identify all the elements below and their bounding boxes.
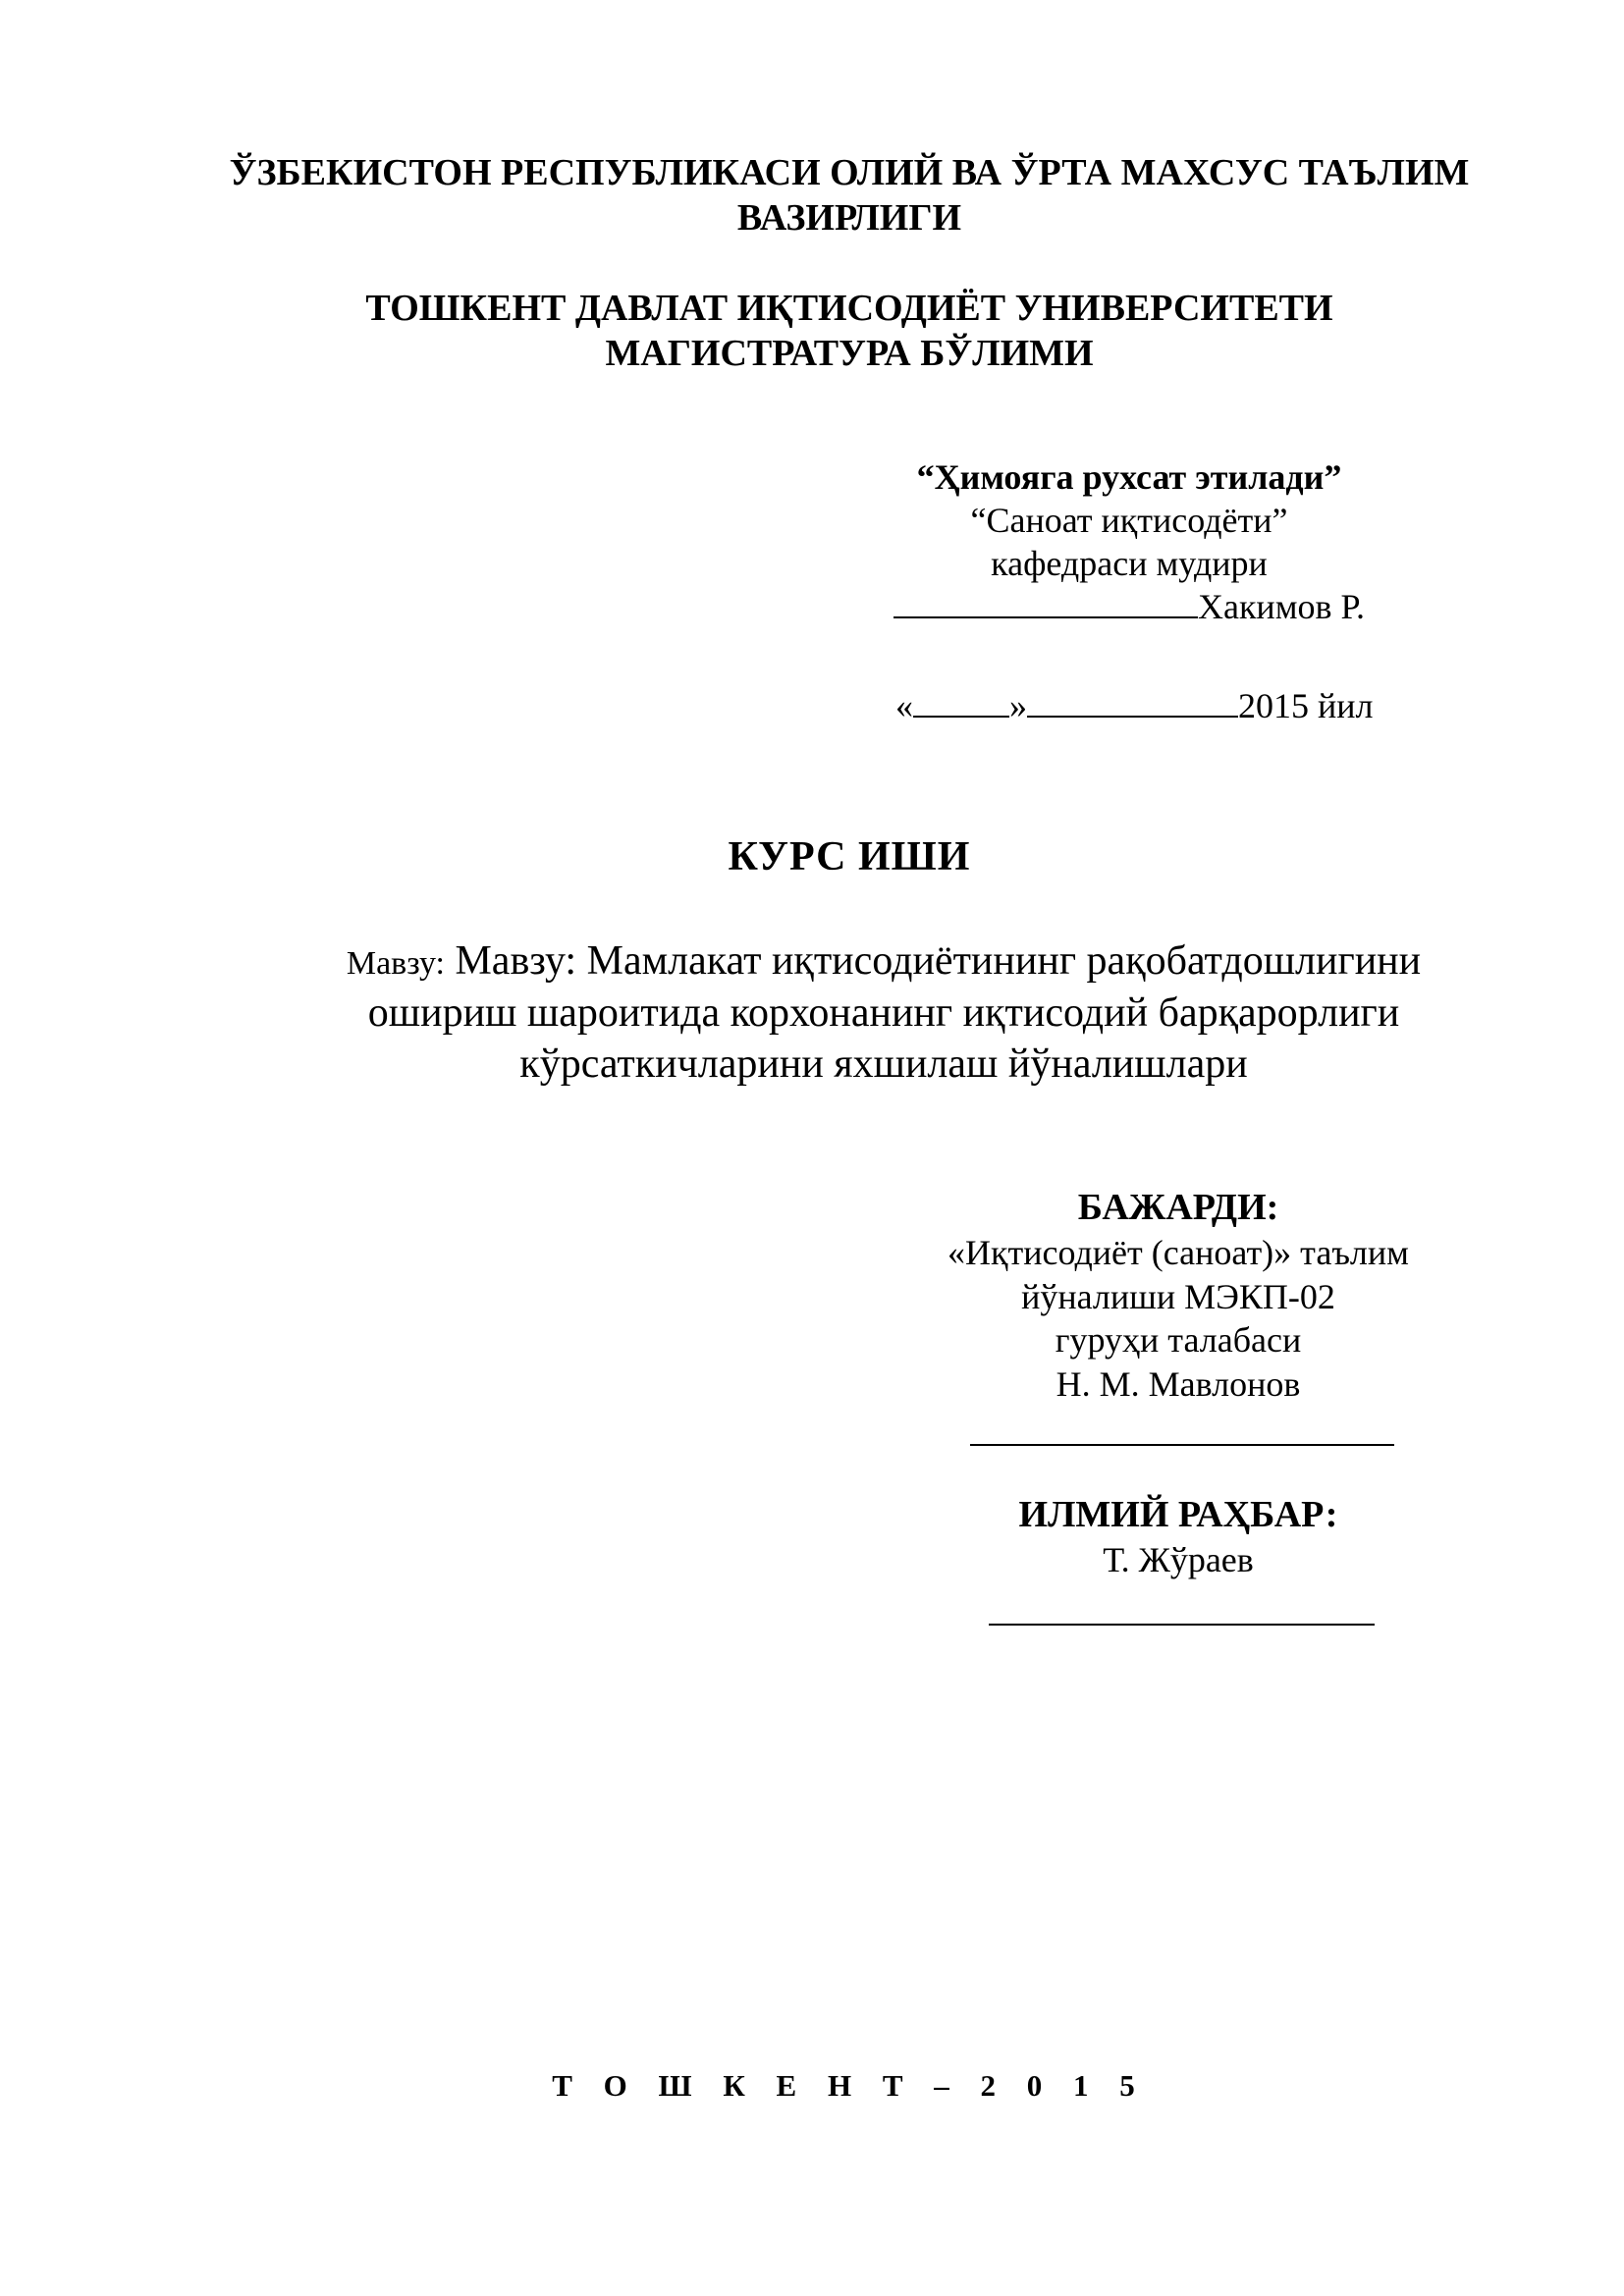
performer-heading: БАЖАРДИ: xyxy=(1077,1187,1279,1228)
topic-block xyxy=(285,935,1483,1091)
signature-blank xyxy=(893,589,1198,618)
ministry-line-2: ВАЗИРЛИГИ xyxy=(736,197,962,240)
supervisor-name: Т. Жўраев xyxy=(1103,1540,1254,1580)
approval-date xyxy=(895,685,1406,726)
date-open-quote: « xyxy=(895,686,913,725)
topic-prefix: Мавзу: xyxy=(346,945,445,982)
head-name: Хакимов Р. xyxy=(1197,586,1366,626)
topic-line-1 xyxy=(285,935,1483,988)
approval-department: “Саноат иқтисодёти” xyxy=(970,500,1288,540)
university-line-1: ТОШКЕНТ ДАВЛАТ ИҚТИСОДИЁТ УНИВЕРСИТЕТИ xyxy=(365,288,1333,329)
supervisor-signature-line xyxy=(989,1624,1375,1626)
performer-signature-line xyxy=(970,1444,1394,1446)
ministry-line-1: ЎЗБЕКИСТОН РЕСПУБЛИКАСИ ОЛИЙ ВА ЎРТА МАХСУС ТАЪЛИМ xyxy=(229,152,1470,193)
university-line-2: МАГИСТРАТУРА БЎЛИМИ xyxy=(605,333,1094,375)
approval-position: кафедраси мудири xyxy=(991,543,1268,583)
date-close-quote: » xyxy=(1009,686,1027,725)
date-year: 2015 йил xyxy=(1238,686,1374,725)
university-header xyxy=(177,286,1522,377)
supervisor-heading: ИЛМИЙ РАҲБАР: xyxy=(1018,1494,1338,1535)
performer-line-1: «Иқтисодиёт (саноат)» таълим xyxy=(947,1233,1409,1273)
month-blank xyxy=(1027,688,1238,718)
topic-line-3: кўрсаткичларини яхшилаш йўналишлари xyxy=(519,1041,1248,1087)
topic-line-1-text: Мавзу: Мамлакат иқтисодиётининг рақобатдошлигини xyxy=(455,938,1422,984)
performer-line-3: гуруҳи талабаси xyxy=(1055,1320,1302,1361)
approval-heading: “Ҳимояга рухсат этилади” xyxy=(916,457,1342,497)
performer-name: Н. М. Мавлонов xyxy=(1056,1363,1301,1404)
performer-line-2: йўналиши МЭКП-02 xyxy=(1021,1276,1335,1316)
topic-line-2: ошириш шароитида корхонанинг иқтисодий барқарорлиги xyxy=(367,989,1400,1036)
supervisor-block xyxy=(884,1492,1473,1582)
day-blank xyxy=(913,688,1009,718)
course-work-title: КУРС ИШИ xyxy=(728,834,971,880)
approval-signature-line xyxy=(864,586,1394,629)
performer-block xyxy=(884,1185,1473,1407)
approval-block xyxy=(864,456,1394,629)
footer-city-year: Т О Ш К Е Н Т – 2 0 1 5 xyxy=(552,2068,1147,2103)
ministry-header xyxy=(177,150,1522,241)
